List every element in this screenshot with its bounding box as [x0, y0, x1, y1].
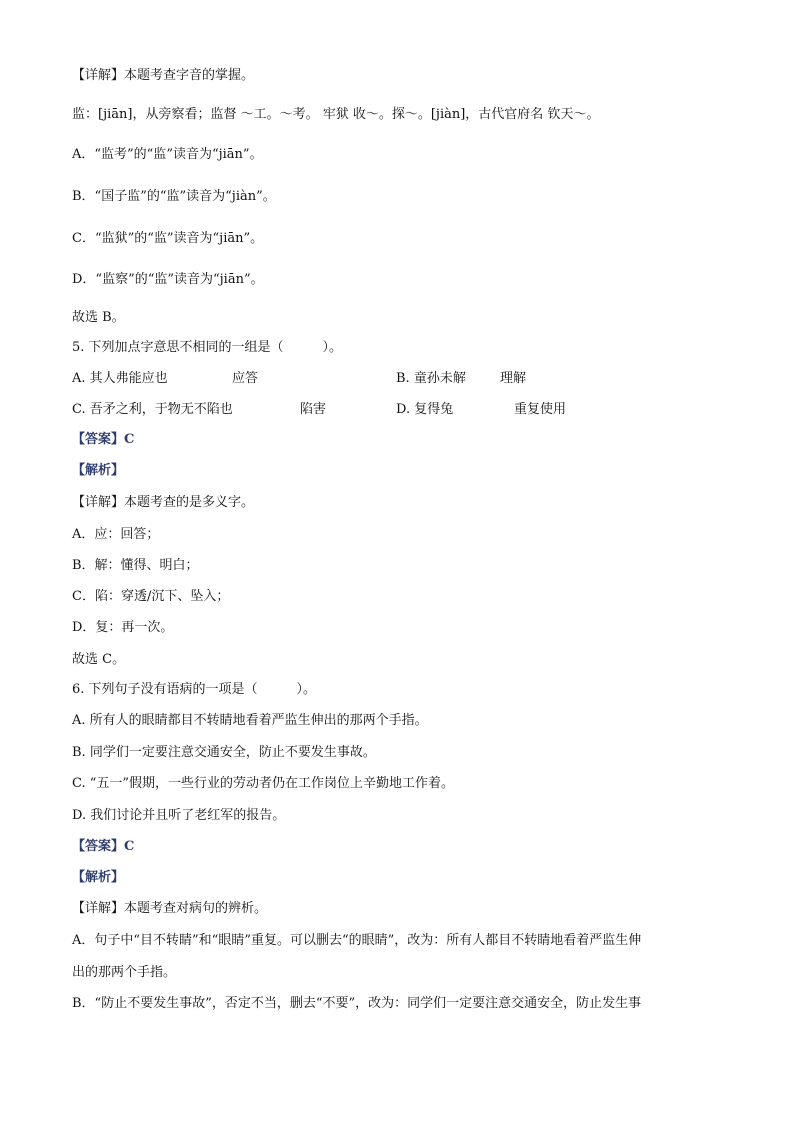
q5-option-a-meaning: 应答	[232, 371, 259, 386]
q6-answer: 【答案】C	[72, 839, 135, 854]
q5-analysis-c: C．陷：穿透/沉下、坠入；	[72, 589, 230, 604]
analysis4-conclusion: 故选 B。	[72, 310, 125, 325]
q5-option-d-meaning: 重复使用	[514, 402, 567, 417]
q6-stem: 6. 下列句子没有语病的一项是（ ）。	[72, 682, 317, 697]
q5-detail: 【详解】本题考查的是多义字。	[72, 495, 255, 510]
q5-option-d-text: D. 复得兔	[396, 402, 454, 417]
q6-option-b: B. 同学们一定要注意交通安全，防止不要发生事故。	[72, 745, 376, 760]
analysis4-jian-note: 监：[jiān]，从旁察看；监督 ～工。～考。 牢狱 收～。探～。[jiàn]，古代官府名 钦天～。	[72, 107, 600, 122]
q6-detail: 【详解】本题考查对病句的辨析。	[72, 901, 268, 916]
q5-option-c-meaning: 陷害	[300, 402, 327, 417]
q5-conclusion: 故选 C。	[72, 652, 126, 667]
q5-analysis-d: D．复：再一次。	[72, 620, 174, 635]
analysis4-option-b: B．“国子监”的“监”读音为“jiàn”。	[72, 189, 276, 204]
q6-option-d: D. 我们讨论并且听了老红军的报告。	[72, 808, 286, 823]
q5-option-a-text: A. 其人弗能应也	[72, 371, 168, 386]
q6-analysis-b-line1: B．“防止不要发生事故”，否定不当，删去“不要”，改为：同学们一定要注意交通安全，防止发生事	[72, 996, 642, 1011]
q6-analysis-tag: 【解析】	[72, 870, 125, 885]
q6-analysis-a-line1: A．句子中“目不转睛”和“眼睛”重复。可以删去“的眼睛”，改为：所有人都目不转睛地看着严监生伸	[72, 933, 642, 948]
analysis4-option-c: C．“监狱”的“监”读音为“jiān”。	[72, 231, 264, 246]
q5-analysis-b: B．解：懂得、明白；	[72, 558, 199, 573]
q5-option-c-text: C. 吾矛之利，于物无不陷也	[72, 402, 233, 417]
q6-option-a: A. 所有人的眼睛都目不转睛地看着严监生伸出的那两个手指。	[72, 713, 428, 728]
analysis4-detail: 【详解】本题考查字音的掌握。	[72, 68, 255, 83]
analysis4-option-d: D．“监察”的“监”读音为“jiān”。	[72, 272, 264, 287]
q6-option-c: C. “五一”假期，一些行业的劳动者仍在工作岗位上辛勤地工作着。	[72, 776, 455, 791]
analysis4-option-a: A．“监考”的“监”读音为“jiān”。	[72, 147, 263, 162]
q5-answer: 【答案】C	[72, 432, 135, 447]
q5-option-b-meaning: 理解	[500, 371, 527, 386]
q5-stem: 5. 下列加点字意思不相同的一组是（ ）。	[72, 340, 343, 355]
q5-option-b-text: B. 童孙未解	[396, 371, 466, 386]
q5-analysis-tag: 【解析】	[72, 463, 125, 478]
q6-analysis-a-line2: 出的那两个手指。	[72, 965, 177, 980]
q5-analysis-a: A．应：回答；	[72, 527, 160, 542]
